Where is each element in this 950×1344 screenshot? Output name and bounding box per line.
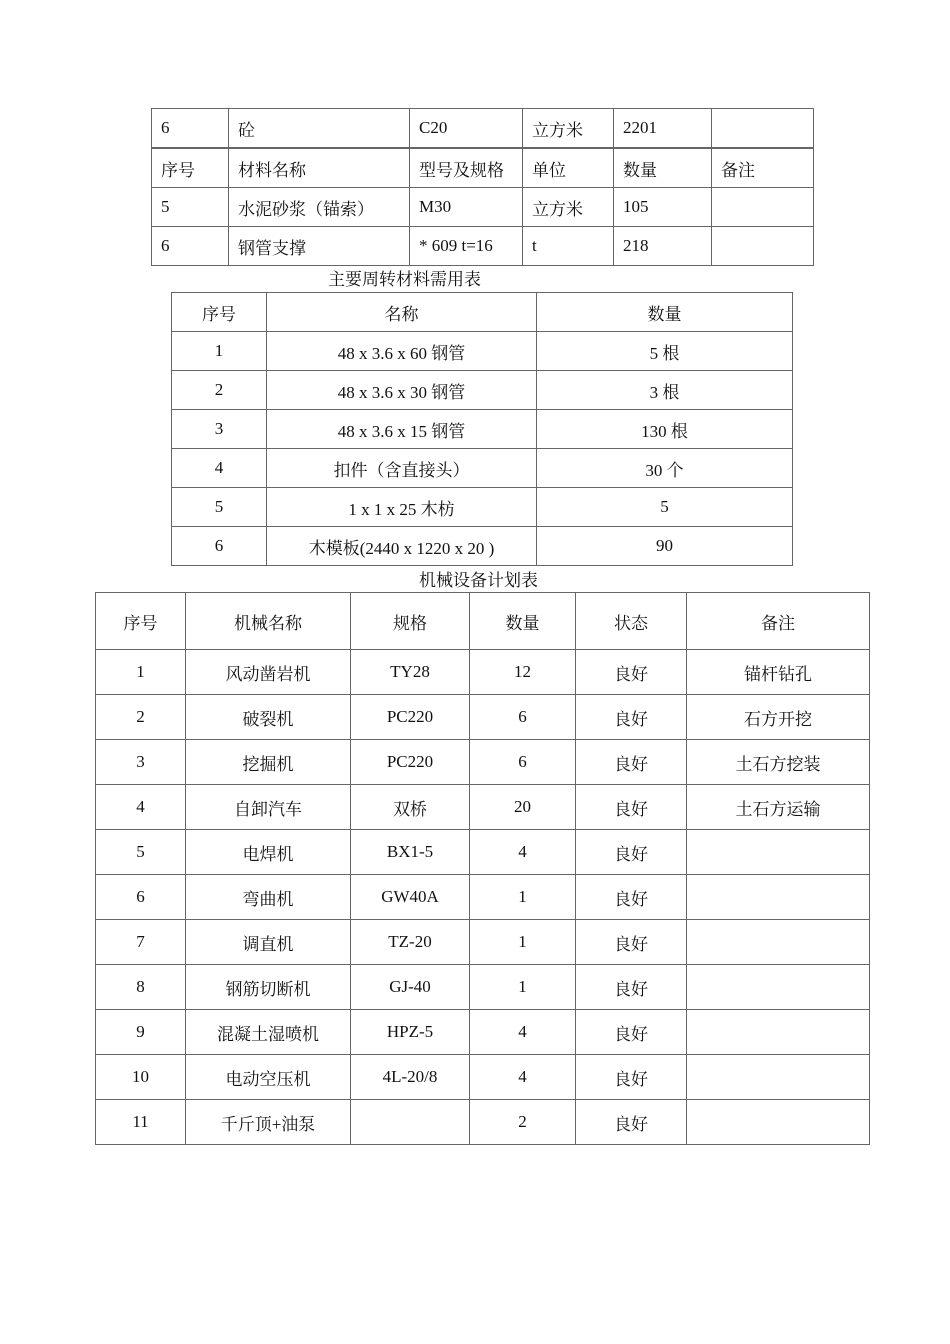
table-cell: 钢管支撑 (229, 227, 410, 266)
table-cell: 石方开挖 (687, 695, 870, 740)
table-cell: 良好 (576, 650, 687, 695)
table-header-row (152, 148, 814, 188)
table-cell: 6 (470, 740, 576, 785)
table-cell: 4L-20/8 (351, 1055, 470, 1100)
table-cell: 105 (614, 188, 712, 227)
table-cell: 良好 (576, 875, 687, 920)
table-cell: 水泥砂浆（锚索） (229, 188, 410, 227)
table-cell: 规格 (351, 593, 470, 650)
table-cell (712, 109, 814, 149)
table-cell: 218 (614, 227, 712, 266)
table-row (96, 1055, 870, 1100)
table-cell: 风动凿岩机 (186, 650, 351, 695)
table-cell: 20 (470, 785, 576, 830)
table-cell: t (523, 227, 614, 266)
table-row (172, 332, 793, 371)
table-cell: 2 (96, 695, 186, 740)
table-row (96, 1100, 870, 1145)
table-cell: PC220 (351, 740, 470, 785)
table-cell: C20 (410, 109, 523, 149)
table-cell: 5 根 (537, 332, 793, 371)
table-row (96, 650, 870, 695)
table-cell: 备注 (687, 593, 870, 650)
table-cell: 30 个 (537, 449, 793, 488)
table-row (172, 371, 793, 410)
table-row (172, 527, 793, 566)
table-cell (687, 1010, 870, 1055)
table-row (152, 188, 814, 227)
table-cell: 90 (537, 527, 793, 566)
table-cell: 2 (470, 1100, 576, 1145)
table-cell: 5 (152, 188, 229, 227)
table-cell: 木模板(2440 x 1220 x 20 ) (267, 527, 537, 566)
equipment-table-body (96, 593, 870, 1145)
table-cell: 良好 (576, 965, 687, 1010)
table-cell: 4 (470, 830, 576, 875)
table-cell (687, 965, 870, 1010)
table-cell: 48 x 3.6 x 30 钢管 (267, 371, 537, 410)
material-table-body (152, 109, 814, 266)
table-cell: 混凝土湿喷机 (186, 1010, 351, 1055)
table-cell: 单位 (523, 148, 614, 188)
table-cell: 序号 (152, 148, 229, 188)
table-cell: 电焊机 (186, 830, 351, 875)
table-cell: 数量 (614, 148, 712, 188)
table-cell: 7 (96, 920, 186, 965)
table-cell: GW40A (351, 875, 470, 920)
table-cell: 良好 (576, 740, 687, 785)
table-cell: 4 (470, 1010, 576, 1055)
table-cell: 序号 (172, 293, 267, 332)
table-cell: 4 (172, 449, 267, 488)
table-cell: 良好 (576, 1055, 687, 1100)
turnover-table-body (172, 293, 793, 566)
table-cell: 1 (172, 332, 267, 371)
table-cell: 3 (96, 740, 186, 785)
table-cell: 土石方运输 (687, 785, 870, 830)
table-cell (687, 920, 870, 965)
equipment-table-caption: 机械设备计划表 (419, 571, 538, 590)
table-cell: 6 (96, 875, 186, 920)
table-row (96, 1010, 870, 1055)
table-cell (687, 1100, 870, 1145)
table-cell: BX1-5 (351, 830, 470, 875)
table-cell: 良好 (576, 830, 687, 875)
table-cell (712, 188, 814, 227)
table-cell: 5 (172, 488, 267, 527)
table-cell: 良好 (576, 1010, 687, 1055)
table-row (96, 695, 870, 740)
table-cell: 1 (470, 920, 576, 965)
table-cell: TZ-20 (351, 920, 470, 965)
table-cell: 土石方挖装 (687, 740, 870, 785)
table-row (172, 449, 793, 488)
table-cell: 1 (96, 650, 186, 695)
table-row (172, 488, 793, 527)
table-header-row (172, 293, 793, 332)
table-row (152, 109, 814, 149)
table-row (96, 920, 870, 965)
table-cell: 8 (96, 965, 186, 1010)
table-cell: 序号 (96, 593, 186, 650)
table-cell: 砼 (229, 109, 410, 149)
table-row (96, 830, 870, 875)
equipment-table (95, 592, 870, 1145)
table-cell: HPZ-5 (351, 1010, 470, 1055)
table-cell: 材料名称 (229, 148, 410, 188)
table-cell: 11 (96, 1100, 186, 1145)
table-cell: 良好 (576, 920, 687, 965)
table-cell: 12 (470, 650, 576, 695)
table-cell (687, 875, 870, 920)
table-cell: 2 (172, 371, 267, 410)
table-cell: 弯曲机 (186, 875, 351, 920)
table-cell: 型号及规格 (410, 148, 523, 188)
table-cell: 6 (152, 227, 229, 266)
table-cell (687, 830, 870, 875)
table-cell: 良好 (576, 785, 687, 830)
table-cell: 1 (470, 965, 576, 1010)
table-row (96, 875, 870, 920)
table-cell: 立方米 (523, 109, 614, 149)
table-cell: 备注 (712, 148, 814, 188)
table-cell: 良好 (576, 1100, 687, 1145)
turnover-table-caption: 主要周转材料需用表 (328, 270, 481, 289)
table-cell: 破裂机 (186, 695, 351, 740)
table-cell: 数量 (537, 293, 793, 332)
table-cell: 双桥 (351, 785, 470, 830)
table-cell: 5 (537, 488, 793, 527)
table-cell (351, 1100, 470, 1145)
turnover-table (171, 292, 793, 566)
table-cell: M30 (410, 188, 523, 227)
table-row (96, 785, 870, 830)
table-cell: GJ-40 (351, 965, 470, 1010)
table-cell: 48 x 3.6 x 60 钢管 (267, 332, 537, 371)
table-cell: 5 (96, 830, 186, 875)
table-cell: 数量 (470, 593, 576, 650)
table-cell (712, 227, 814, 266)
table-row (152, 227, 814, 266)
table-cell: 6 (172, 527, 267, 566)
table-cell: 千斤顶+油泵 (186, 1100, 351, 1145)
table-cell: 良好 (576, 695, 687, 740)
table-cell: 立方米 (523, 188, 614, 227)
table-cell: 电动空压机 (186, 1055, 351, 1100)
table-cell: 调直机 (186, 920, 351, 965)
table-cell: PC220 (351, 695, 470, 740)
table-row (172, 410, 793, 449)
table-cell: 名称 (267, 293, 537, 332)
table-cell: 挖掘机 (186, 740, 351, 785)
table-cell: 48 x 3.6 x 15 钢管 (267, 410, 537, 449)
table-cell: 状态 (576, 593, 687, 650)
table-cell: 9 (96, 1010, 186, 1055)
table-cell (687, 1055, 870, 1100)
table-cell: 1 (470, 875, 576, 920)
table-cell: 4 (96, 785, 186, 830)
table-cell: 6 (470, 695, 576, 740)
table-cell: 自卸汽车 (186, 785, 351, 830)
table-cell: 3 (172, 410, 267, 449)
table-row (96, 965, 870, 1010)
table-cell: 钢筋切断机 (186, 965, 351, 1010)
material-table (151, 108, 814, 266)
table-cell: 6 (152, 109, 229, 149)
table-cell: 2201 (614, 109, 712, 149)
table-cell: 10 (96, 1055, 186, 1100)
table-cell: 130 根 (537, 410, 793, 449)
table-cell: 扣件（含直接头） (267, 449, 537, 488)
table-cell: 机械名称 (186, 593, 351, 650)
table-cell: 1 x 1 x 25 木枋 (267, 488, 537, 527)
table-cell: TY28 (351, 650, 470, 695)
table-row (96, 740, 870, 785)
table-cell: 锚杆钻孔 (687, 650, 870, 695)
table-cell: 3 根 (537, 371, 793, 410)
table-cell: 4 (470, 1055, 576, 1100)
table-cell: * 609 t=16 (410, 227, 523, 266)
table-header-row (96, 593, 870, 650)
